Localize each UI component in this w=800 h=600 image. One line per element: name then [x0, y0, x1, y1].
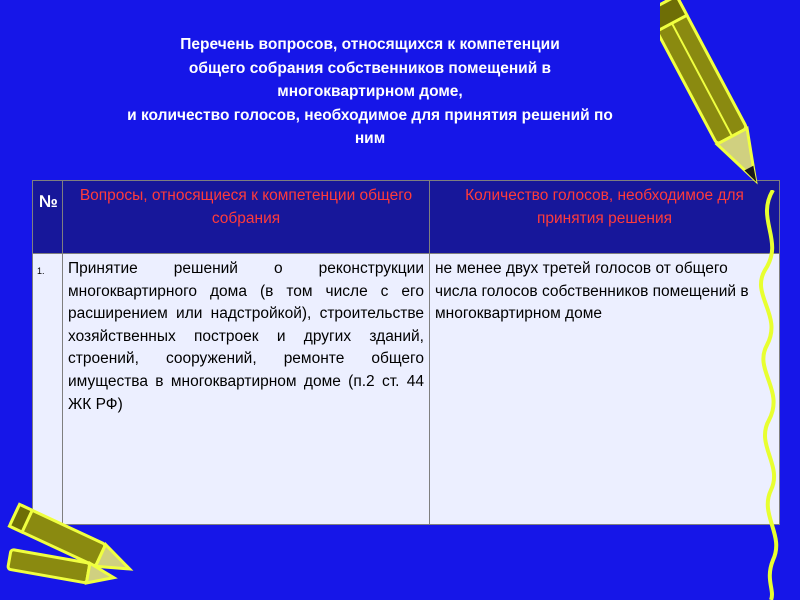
- table-row: [33, 254, 780, 525]
- small-pencil-icon: [0, 500, 140, 600]
- squiggle-decoration: [745, 190, 790, 600]
- title-line: ним: [354, 130, 386, 147]
- header-number: №: [33, 181, 63, 254]
- row-votes: не менее двух третей голосов от общего числа голосов собственников помещений в многоквартирном доме: [430, 254, 780, 525]
- title-line: Перечень вопросов, относящихся к компетенции: [180, 36, 560, 53]
- row-number: 1.: [33, 254, 63, 525]
- row-question: Принятие решений о реконструкции многоквартирного дома (в том числе с его расширением или надстройкой), строительстве хозяйственных построек и других зданий, строений, сооружений, ремонте общего имущества в многоквартирном доме (п.2 ст. 44 ЖК РФ): [63, 254, 430, 525]
- title-line: многоквартирном доме,: [277, 83, 463, 100]
- header-questions: Вопросы, относящиеся к компетенции общего собрания: [63, 181, 430, 254]
- pencil-icon: [660, 0, 770, 200]
- title-line: и количество голосов, необходимое для принятия решений по: [127, 106, 613, 124]
- header-votes: Количество голосов, необходимое для принятия решения: [430, 181, 780, 254]
- competence-table: [32, 180, 780, 525]
- title-line: общего собрания собственников помещений в: [188, 59, 552, 77]
- slide-title: [50, 33, 690, 151]
